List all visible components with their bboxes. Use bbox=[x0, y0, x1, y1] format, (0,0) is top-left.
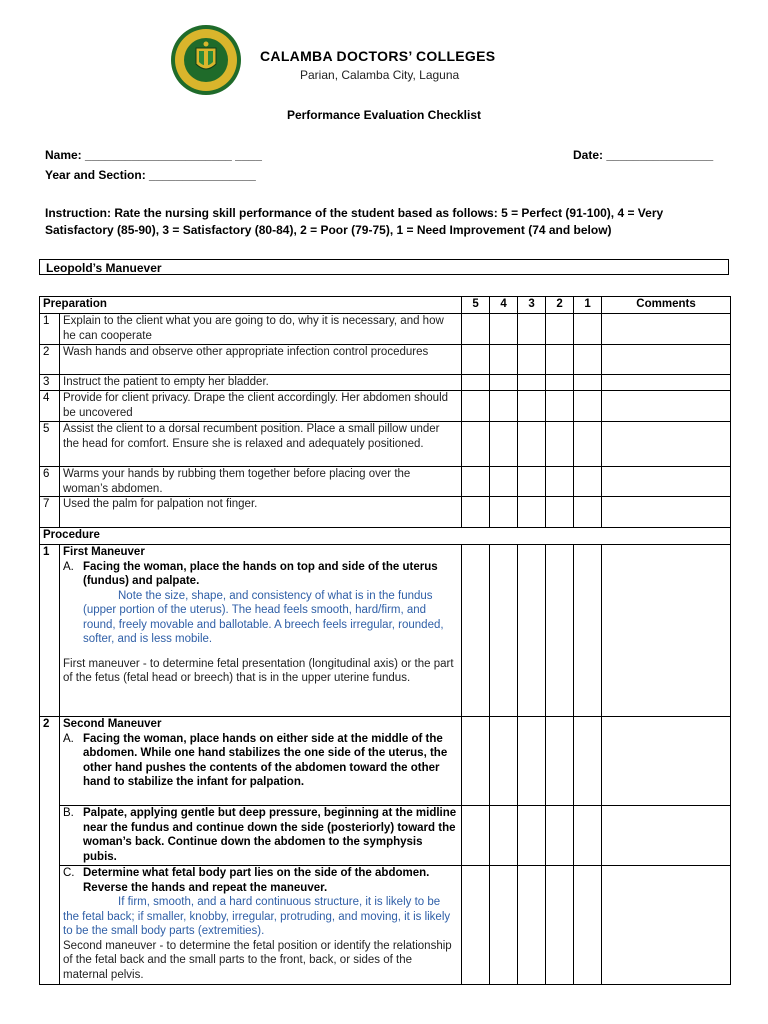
first-maneuver-title: First Maneuver bbox=[63, 546, 145, 558]
rating-cell[interactable] bbox=[462, 345, 490, 375]
row-text: Used the palm for palpation not finger. bbox=[60, 497, 462, 528]
rating-cell[interactable] bbox=[490, 345, 518, 375]
comments-cell[interactable] bbox=[602, 467, 731, 497]
school-address: Parian, Calamba City, Laguna bbox=[300, 68, 460, 82]
row-text: Warms your hands by rubbing them together before placing over the woman’s abdomen. bbox=[60, 467, 462, 497]
rating-cell[interactable] bbox=[574, 497, 602, 528]
rating-cell[interactable] bbox=[574, 391, 602, 422]
row-number: 1 bbox=[40, 314, 60, 345]
step-letter: C. bbox=[63, 867, 75, 879]
table-row bbox=[40, 345, 731, 375]
procedure-header-row bbox=[40, 528, 731, 545]
table-row bbox=[40, 467, 731, 497]
comments-cell[interactable] bbox=[602, 314, 731, 345]
rating-cell[interactable] bbox=[490, 391, 518, 422]
rating-cell[interactable] bbox=[518, 314, 546, 345]
rating-cell[interactable] bbox=[490, 806, 518, 866]
name-field[interactable]: Name: ______________________ ____ bbox=[45, 148, 262, 162]
table-row bbox=[40, 497, 731, 528]
second-maneuver-cell-c bbox=[60, 866, 462, 985]
rating-cell[interactable] bbox=[546, 717, 574, 806]
step-letter: A. bbox=[63, 732, 74, 745]
step-text: Palpate, applying gentle but deep pressure, beginning at the midline near the fundus and continue down the side (posteriorly) toward the woman’s back. Continue down the abdomen to the symphysis pubis. bbox=[83, 807, 457, 863]
second-maneuver-purpose: Second maneuver - to determine the fetal position or identify the relationship of the fetal back and the small parts to the front, back, or sides of the maternal pelvis. bbox=[63, 939, 452, 981]
rating-cell[interactable] bbox=[574, 375, 602, 391]
comments-cell[interactable] bbox=[602, 497, 731, 528]
rating-cell[interactable] bbox=[574, 717, 602, 806]
row-text: Wash hands and observe other appropriate infection control procedures bbox=[60, 345, 462, 375]
rating-cell[interactable] bbox=[546, 497, 574, 528]
row-number: 6 bbox=[40, 467, 60, 497]
first-maneuver-cell bbox=[60, 545, 462, 717]
rating-cell[interactable] bbox=[546, 345, 574, 375]
comments-cell[interactable] bbox=[602, 806, 731, 866]
rating-cell[interactable] bbox=[462, 806, 490, 866]
second-maneuver-step-b bbox=[63, 806, 458, 864]
row-number: 3 bbox=[40, 375, 60, 391]
rating-cell[interactable] bbox=[574, 806, 602, 866]
comments-header: Comments bbox=[602, 297, 731, 314]
rating-cell[interactable] bbox=[462, 497, 490, 528]
rating-header-3: 3 bbox=[518, 297, 546, 314]
rating-cell[interactable] bbox=[462, 391, 490, 422]
row-number: 1 bbox=[40, 545, 60, 717]
rating-cell[interactable] bbox=[574, 345, 602, 375]
date-field[interactable]: Date: ________________ bbox=[573, 148, 714, 162]
row-number: 2 bbox=[40, 717, 60, 985]
row-number: 2 bbox=[40, 345, 60, 375]
rating-header-1: 1 bbox=[574, 297, 602, 314]
second-maneuver-note: If firm, smooth, and a hard continuous structure, it is likely to be the fetal back; if smaller, knobby, irregular, protruding, and moving, it is likely to be the small body parts (extremities). bbox=[63, 896, 451, 937]
second-maneuver-title: Second Maneuver bbox=[63, 718, 162, 730]
table-row bbox=[40, 422, 731, 467]
school-seal-logo bbox=[170, 24, 242, 96]
row-number: 4 bbox=[40, 391, 60, 422]
rating-cell[interactable] bbox=[518, 391, 546, 422]
rating-cell[interactable] bbox=[462, 717, 490, 806]
document-title: Performance Evaluation Checklist bbox=[286, 108, 482, 122]
table-row bbox=[40, 375, 731, 391]
rating-cell[interactable] bbox=[518, 345, 546, 375]
rating-cell[interactable] bbox=[490, 545, 518, 717]
comments-cell[interactable] bbox=[602, 391, 731, 422]
step-text: Determine what fetal body part lies on the side of the abdomen. Reverse the hands and repeat the maneuver. bbox=[83, 867, 430, 894]
second-maneuver-step-c bbox=[63, 866, 458, 895]
rating-cell[interactable] bbox=[518, 497, 546, 528]
rating-cell[interactable] bbox=[462, 314, 490, 345]
row-text: Explain to the client what you are going to do, why it is necessary, and how he can cooperate bbox=[60, 314, 462, 345]
rating-cell[interactable] bbox=[574, 422, 602, 467]
rating-cell[interactable] bbox=[518, 467, 546, 497]
table-row bbox=[40, 545, 731, 717]
rating-cell[interactable] bbox=[518, 545, 546, 717]
rating-cell[interactable] bbox=[546, 545, 574, 717]
rating-cell[interactable] bbox=[490, 375, 518, 391]
comments-cell[interactable] bbox=[602, 866, 731, 985]
table-row bbox=[40, 391, 731, 422]
first-maneuver-note: Note the size, shape, and consistency of what is in the fundus (upper portion of the uterus). The head feels smooth, hard/firm, and round, freely movable and ballotable. A breech feels irregular, rounded, softer, and is less mobile. bbox=[83, 589, 444, 645]
rating-cell[interactable] bbox=[574, 545, 602, 717]
rating-cell[interactable] bbox=[518, 717, 546, 806]
comments-cell[interactable] bbox=[602, 717, 731, 806]
year-section-field[interactable]: Year and Section: ________________ bbox=[45, 168, 256, 182]
comments-cell[interactable] bbox=[602, 375, 731, 391]
step-text: Facing the woman, place hands on either side at the middle of the abdomen. While one hand stabilizes the one side of the uterus, the other hand pushes the contents of the abdomen toward the other hand to stabilize the infant for palpation. bbox=[83, 732, 448, 788]
rating-header-5: 5 bbox=[462, 297, 490, 314]
procedure-header: Procedure bbox=[40, 528, 731, 545]
rating-cell[interactable] bbox=[462, 866, 490, 985]
rating-cell[interactable] bbox=[490, 422, 518, 467]
second-maneuver-step-a bbox=[63, 732, 458, 790]
rating-cell[interactable] bbox=[490, 866, 518, 985]
row-number: 5 bbox=[40, 422, 60, 467]
comments-cell[interactable] bbox=[602, 545, 731, 717]
school-name: CALAMBA DOCTORS’ COLLEGES bbox=[260, 48, 496, 64]
rating-cell[interactable] bbox=[546, 391, 574, 422]
rating-cell[interactable] bbox=[518, 375, 546, 391]
rating-cell[interactable] bbox=[490, 467, 518, 497]
table-row bbox=[40, 806, 731, 866]
rating-cell[interactable] bbox=[574, 467, 602, 497]
step-text: Facing the woman, place the hands on top and side of the uterus (fundus) and palpate. bbox=[83, 560, 438, 587]
rating-cell[interactable] bbox=[574, 866, 602, 985]
rating-cell[interactable] bbox=[574, 314, 602, 345]
rating-cell[interactable] bbox=[490, 717, 518, 806]
evaluation-checklist-table bbox=[39, 296, 731, 985]
rating-cell[interactable] bbox=[546, 866, 574, 985]
rating-cell[interactable] bbox=[518, 866, 546, 985]
second-maneuver-cell-b bbox=[60, 806, 462, 866]
table-row bbox=[40, 314, 731, 345]
row-text: Assist the client to a dorsal recumbent position. Place a small pillow under the head for comfort. Ensure she is relaxed and adequately positioned. bbox=[60, 422, 462, 467]
rating-cell[interactable] bbox=[462, 467, 490, 497]
rating-cell[interactable] bbox=[490, 497, 518, 528]
step-letter: A. bbox=[63, 560, 74, 573]
rating-cell[interactable] bbox=[546, 806, 574, 866]
first-maneuver-step-a bbox=[63, 560, 458, 589]
step-letter: B. bbox=[63, 807, 74, 819]
table-row bbox=[40, 717, 731, 806]
rating-header-2: 2 bbox=[546, 297, 574, 314]
rating-cell[interactable] bbox=[462, 375, 490, 391]
row-text: Instruct the patient to empty her bladder. bbox=[60, 375, 462, 391]
rating-cell[interactable] bbox=[546, 467, 574, 497]
first-maneuver-purpose: First maneuver - to determine fetal presentation (longitudinal axis) or the part of the fetus (fetal head or breech) that is in the upper uterine fundus. bbox=[63, 657, 454, 684]
rating-cell[interactable] bbox=[490, 314, 518, 345]
comments-cell[interactable] bbox=[602, 345, 731, 375]
rating-cell[interactable] bbox=[462, 545, 490, 717]
rating-cell[interactable] bbox=[546, 375, 574, 391]
rating-cell[interactable] bbox=[546, 314, 574, 345]
rating-cell[interactable] bbox=[546, 422, 574, 467]
row-number: 7 bbox=[40, 497, 60, 528]
section-title: Leopold’s Manuever bbox=[39, 259, 729, 275]
instruction-text: Instruction: Rate the nursing skill performance of the student based as follows: 5 = Perfect (91-100), 4 = Very Satisfactory (85-90), 3 = Satisfactory (80-84), 2 = Poor (79-75), 1 = Need Improvement (74 and below) bbox=[45, 206, 664, 237]
rating-cell[interactable] bbox=[518, 422, 546, 467]
rating-cell[interactable] bbox=[518, 806, 546, 866]
row-text: Provide for client privacy. Drape the client accordingly. Her abdomen should be uncovered bbox=[60, 391, 462, 422]
table-header-row bbox=[40, 297, 731, 314]
table-row bbox=[40, 866, 731, 985]
rating-cell[interactable] bbox=[462, 422, 490, 467]
preparation-header: Preparation bbox=[40, 297, 462, 314]
comments-cell[interactable] bbox=[602, 422, 731, 467]
rating-header-4: 4 bbox=[490, 297, 518, 314]
second-maneuver-cell-a bbox=[60, 717, 462, 806]
